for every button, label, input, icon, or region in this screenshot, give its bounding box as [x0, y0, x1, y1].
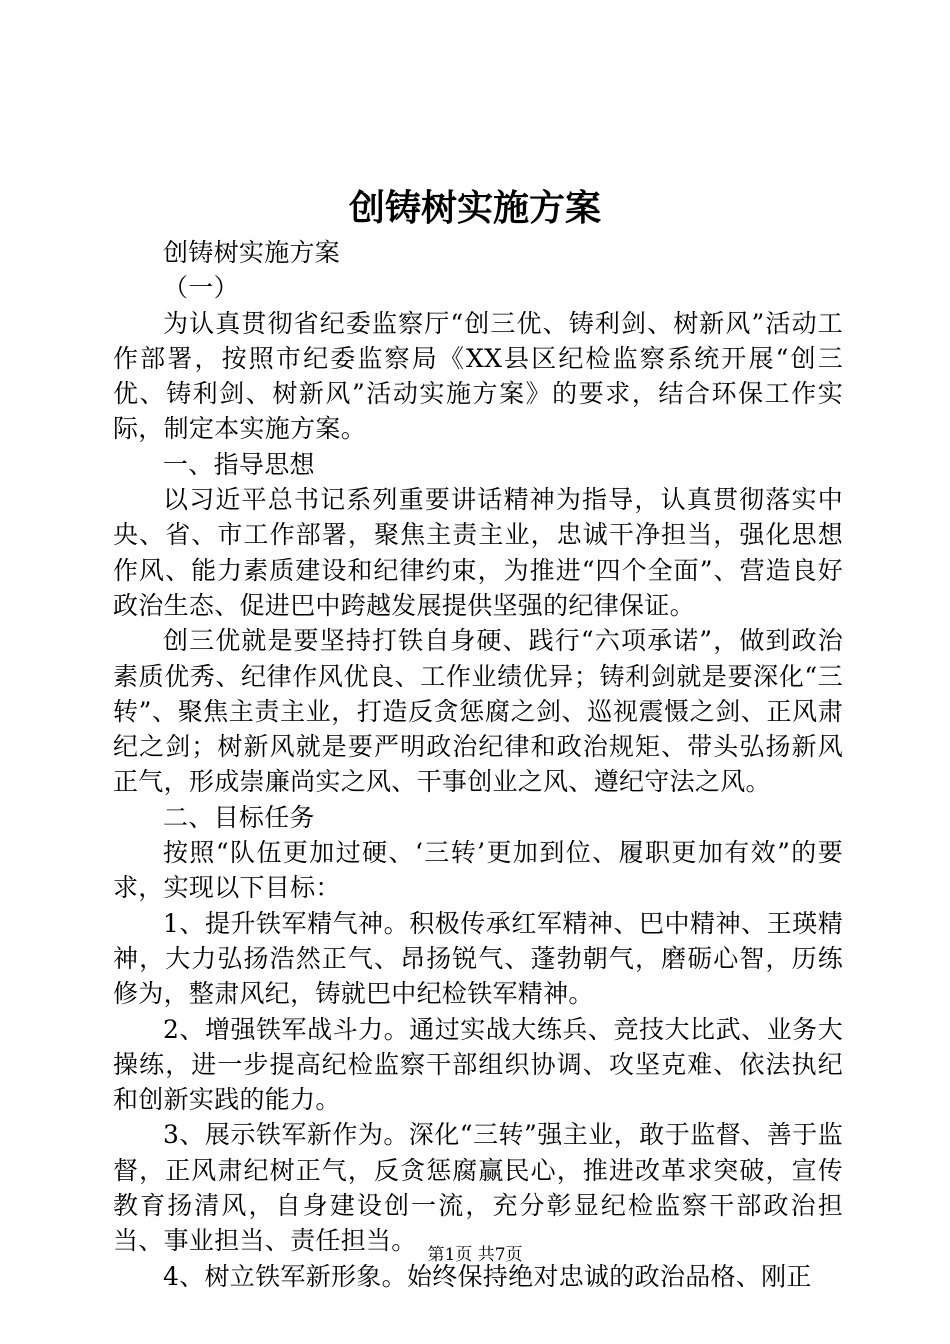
objectives-intro-paragraph: 按照“队伍更加过硬、‘三转’更加到位、履职更加有效”的要求，实现以下目标：	[113, 838, 843, 903]
subtitle-line: 创铸树实施方案	[163, 238, 341, 267]
heading-objectives: 二、目标任务	[163, 802, 315, 832]
heading-guiding-thought: 一、指导思想	[163, 449, 315, 479]
objective-item-4: 4、树立铁军新形象。始终保持绝对忠诚的政治品格、刚正	[163, 1261, 812, 1291]
three-goals-paragraph: 创三优就是要坚持打铁自身硬、践行“六项承诺”，做到政治素质优秀、纪律作风优良、工作业绩优异；铸利剑就是要深化“三转”、聚焦主责主业，打造反贪惩腐之剑、巡视震慑之剑、正风肃纪之剑；树新风就是要严明政治纪律和政治规矩、带头弘扬新风正气，形成崇廉尚实之风、干事创业之风、遵纪守法之风。	[113, 626, 843, 797]
page-footer: 第1页 共7页	[427, 1245, 523, 1265]
objective-item-1: 1、提升铁军精气神。积极传承红军精神、巴中精神、王瑛精神，大力弘扬浩然正气、昂扬锐气、蓬勃朝气，磨砺心智，历练修为，整肃风纪，铸就巴中纪检铁军精神。	[113, 908, 843, 1009]
section-marker: （一）	[163, 273, 239, 303]
guiding-thought-paragraph: 以习近平总书记系列重要讲话精神为指导，认真贯彻落实中央、省、市工作部署，聚焦主责主业，忠诚干净担当，强化思想作风、能力素质建设和纪律约束，为推进“四个全面”、营造良好政治生态、促进巴中跨越发展提供坚强的纪律保证。	[113, 485, 843, 620]
objective-item-3: 3、展示铁军新作为。深化“三转”强主业，敢于监督、善于监督，正风肃纪树正气，反贪惩腐赢民心，推进改革求突破，宣传教育扬清风，自身建设创一流，充分彰显纪检监察干部政治担当、事业担当、责任担当。	[113, 1120, 843, 1256]
intro-paragraph: 为认真贯彻省纪委监察厅“创三优、铸利剑、树新风”活动工作部署，按照市纪委监察局《XX县区纪检监察系统开展“创三优、铸利剑、树新风”活动实施方案》的要求，结合环保工作实际，制定本实施方案。	[113, 308, 843, 444]
document-body	[113, 235, 843, 1294]
objective-item-2: 2、增强铁军战斗力。通过实战大练兵、竞技大比武、业务大操练，进一步提高纪检监察干部组织协调、攻坚克难、依法执纪和创新实践的能力。	[113, 1014, 843, 1115]
document-title: 创铸树实施方案	[348, 187, 601, 229]
